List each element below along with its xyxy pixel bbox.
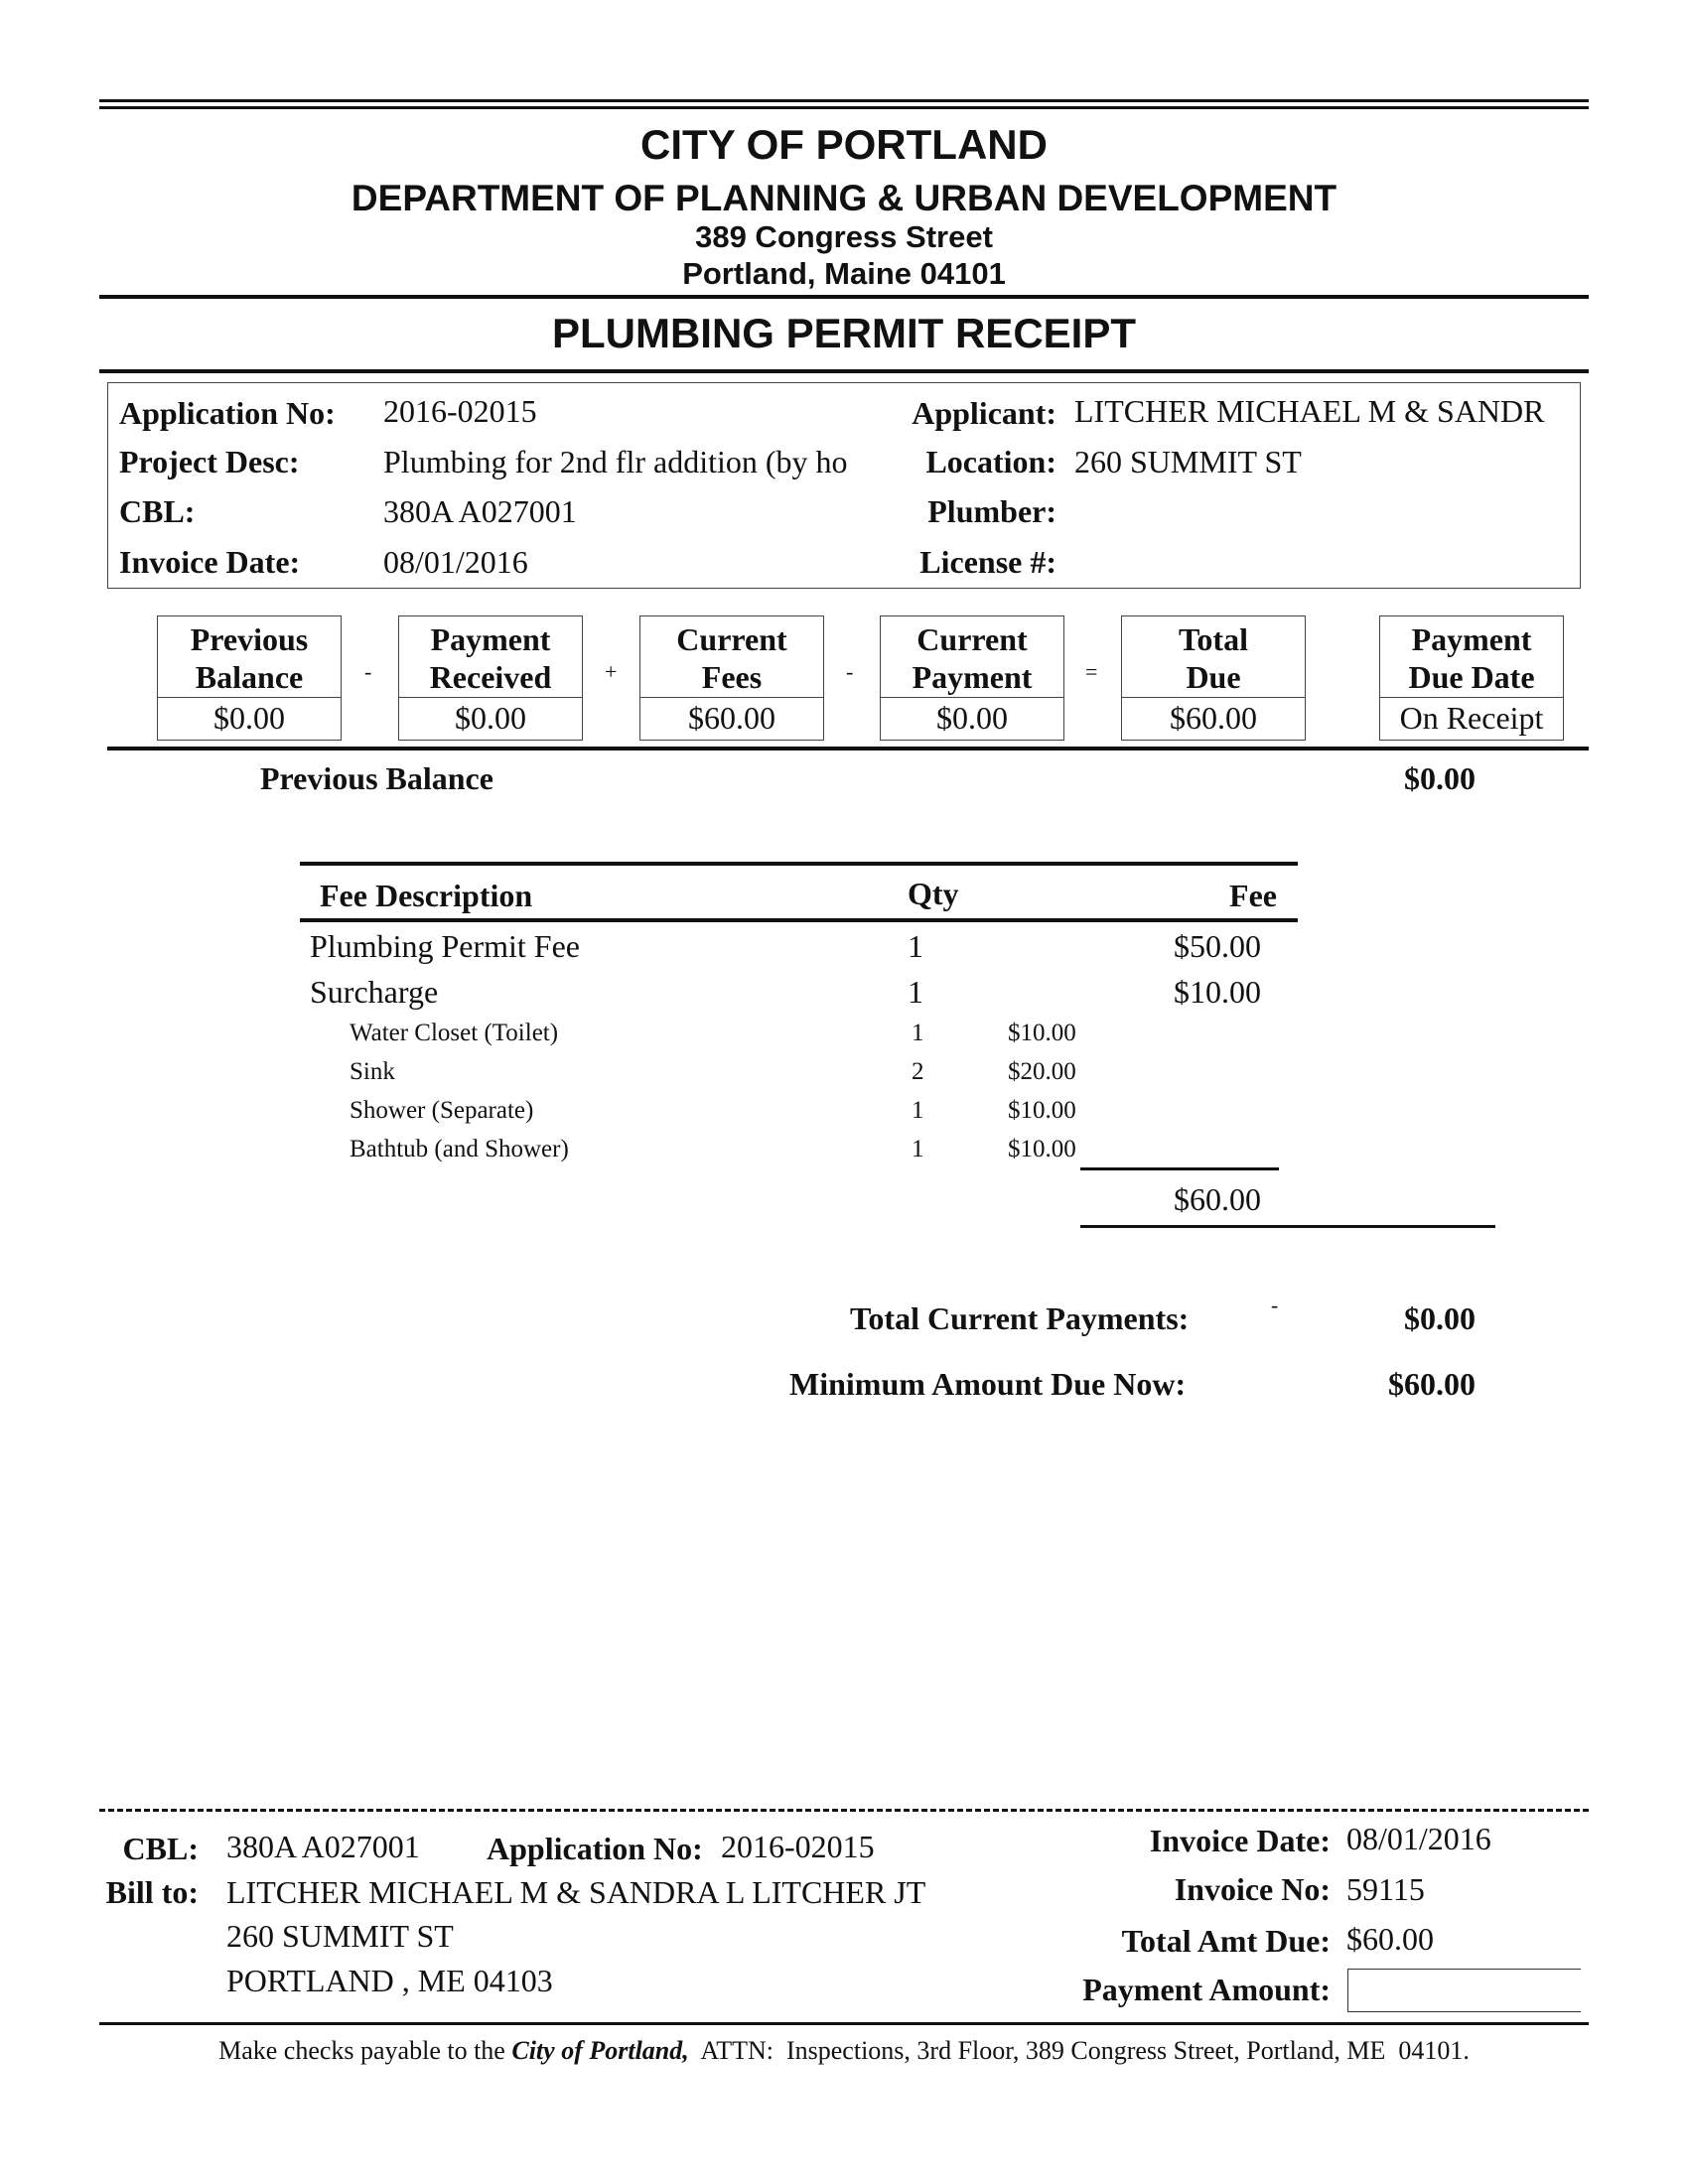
application-no-label: Application No: — [119, 395, 336, 431]
tear-off-line — [99, 1809, 1589, 1812]
footer-prefix: Make checks payable to the — [218, 2036, 512, 2065]
summary-previous-balance — [157, 615, 342, 741]
fee-subtotal-rule — [1080, 1167, 1279, 1170]
invoice-date-value: 08/01/2016 — [383, 544, 528, 580]
summary-header-line1: Current — [916, 621, 1028, 657]
footer-suffix: ATTN: Inspections, 3rd Floor, 389 Congress Street, Portland, ME 04101. — [688, 2036, 1470, 2065]
header-rule — [99, 295, 1589, 299]
summary-header-line1: Previous — [190, 621, 309, 657]
stub-total-amt-due-value: $60.00 — [1346, 1921, 1434, 1957]
summary-payment-due-date — [1379, 615, 1564, 741]
stub-cbl-value: 380A A027001 — [226, 1829, 420, 1864]
summary-operator-plus: + — [605, 659, 618, 684]
location-label: Location: — [925, 444, 1056, 479]
fee-subrow-amount: $10.00 — [1008, 1136, 1076, 1162]
stub-invoice-no-value: 59115 — [1346, 1871, 1425, 1907]
cbl-value: 380A A027001 — [383, 493, 577, 529]
previous-balance-label: Previous Balance — [260, 760, 493, 796]
total-current-payments-operator: - — [1271, 1293, 1279, 1317]
fee-row-amount: $50.00 — [1174, 928, 1261, 964]
fee-subrow-amount: $20.00 — [1008, 1058, 1076, 1085]
summary-current-fees-header — [639, 615, 824, 697]
summary-header-line2: Received — [429, 659, 552, 695]
project-desc-value: Plumbing for 2nd flr addition (by ho — [383, 444, 848, 479]
department-title: DEPARTMENT OF PLANNING & URBAN DEVELOPMENT — [351, 178, 1337, 218]
stub-invoice-date-value: 08/01/2016 — [1346, 1821, 1491, 1856]
stub-total-amt-due-label: Total Amt Due: — [1121, 1923, 1331, 1959]
summary-operator-minus: - — [364, 659, 372, 684]
payment-amount-field[interactable] — [1347, 1969, 1581, 2012]
summary-header-line2: Fees — [701, 659, 763, 695]
summary-payment-due-date-value: On Receipt — [1379, 697, 1564, 741]
summary-header-line1: Current — [676, 621, 787, 657]
stub-bill-to-street: 260 SUMMIT ST — [226, 1918, 454, 1954]
stub-invoice-no-label: Invoice No: — [1174, 1871, 1331, 1907]
stub-bottom-rule — [99, 2022, 1589, 2025]
fee-subrow-qty: 1 — [912, 1136, 924, 1162]
summary-current-payment-header — [880, 615, 1064, 697]
stub-bill-to-name: LITCHER MICHAEL M & SANDRA L LITCHER JT — [226, 1874, 926, 1910]
summary-operator-equals: = — [1085, 659, 1098, 684]
summary-header-line2: Balance — [195, 659, 304, 695]
project-desc-label: Project Desc: — [119, 444, 300, 479]
fee-row-description: Surcharge — [310, 974, 439, 1010]
fee-row-qty: 1 — [908, 974, 923, 1010]
summary-payment-received-value: $0.00 — [398, 697, 583, 741]
fee-subrow-description: Sink — [350, 1058, 395, 1085]
summary-previous-balance-value: $0.00 — [157, 697, 342, 741]
stub-invoice-date-label: Invoice Date: — [1149, 1823, 1331, 1858]
summary-header-line1: Total — [1179, 621, 1248, 657]
stub-bill-to-city: PORTLAND , ME 04103 — [226, 1963, 553, 1998]
title-rule — [99, 369, 1589, 373]
summary-total-due-value: $60.00 — [1121, 697, 1306, 741]
summary-payment-received — [398, 615, 583, 741]
city-title: CITY OF PORTLAND — [640, 121, 1048, 168]
fee-subrow-qty: 1 — [912, 1020, 924, 1046]
fee-row-description: Plumbing Permit Fee — [310, 928, 580, 964]
fee-total: $60.00 — [1174, 1181, 1261, 1217]
total-current-payments-label: Total Current Payments: — [850, 1300, 1190, 1336]
fee-subrow-amount: $10.00 — [1008, 1020, 1076, 1046]
fee-subrow-amount: $10.00 — [1008, 1097, 1076, 1124]
top-rule-2 — [99, 106, 1589, 109]
fee-subrow-qty: 2 — [912, 1058, 924, 1085]
minimum-amount-due-value: $60.00 — [1388, 1366, 1476, 1402]
summary-total-due — [1121, 615, 1306, 741]
summary-header-line2: Payment — [912, 659, 1033, 695]
fee-subrow-qty: 1 — [912, 1097, 924, 1124]
summary-header-line1: Payment — [430, 621, 551, 657]
summary-total-due-header — [1121, 615, 1306, 697]
footer-payee: City of Portland, — [511, 2036, 689, 2065]
summary-payment-received-header — [398, 615, 583, 697]
total-current-payments-value: $0.00 — [1404, 1300, 1476, 1336]
minimum-amount-due-label: Minimum Amount Due Now: — [789, 1366, 1187, 1402]
cbl-label: CBL: — [119, 493, 196, 529]
applicant-label: Applicant: — [912, 395, 1056, 431]
plumber-label: Plumber: — [927, 493, 1056, 529]
summary-header-line1: Payment — [1411, 621, 1532, 657]
fee-table-top-rule — [300, 862, 1298, 866]
footer-note — [99, 2035, 1589, 2067]
summary-previous-balance-header — [157, 615, 342, 697]
summary-header-line2: Due Date — [1408, 659, 1535, 695]
summary-current-payment-value: $0.00 — [880, 697, 1064, 741]
fee-subrow-description: Water Closet (Toilet) — [350, 1020, 559, 1046]
header-street: 389 Congress Street — [695, 219, 993, 254]
fee-row-qty: 1 — [908, 928, 923, 964]
fee-description-header: Fee Description — [320, 878, 533, 913]
application-no-value: 2016-02015 — [383, 393, 537, 429]
location-value: 260 SUMMIT ST — [1074, 444, 1302, 479]
header-city-state-zip: Portland, Maine 04101 — [682, 256, 1006, 291]
fee-amount-header: Fee — [1229, 878, 1277, 913]
summary-current-payment — [880, 615, 1064, 741]
fee-total-rule — [1080, 1225, 1495, 1228]
stub-application-no-value: 2016-02015 — [721, 1829, 875, 1864]
document-title: PLUMBING PERMIT RECEIPT — [551, 310, 1137, 356]
fee-table-header-rule — [300, 918, 1298, 922]
summary-operator-minus-2: - — [846, 659, 854, 684]
license-label: License #: — [919, 544, 1056, 580]
fee-row-amount: $10.00 — [1174, 974, 1261, 1010]
stub-payment-amount-label: Payment Amount: — [1082, 1972, 1331, 2007]
previous-balance-value: $0.00 — [1404, 760, 1476, 796]
fee-qty-header: Qty — [908, 876, 959, 911]
summary-header-line2: Due — [1186, 659, 1241, 695]
fee-subrow-description: Shower (Separate) — [350, 1097, 534, 1124]
stub-bill-to-label: Bill to: — [105, 1874, 199, 1910]
summary-current-fees-value: $60.00 — [639, 697, 824, 741]
summary-rule — [107, 747, 1589, 751]
top-rule-1 — [99, 99, 1589, 102]
stub-application-no-label: Application No: — [487, 1831, 703, 1866]
stub-cbl-label: CBL: — [122, 1831, 199, 1866]
summary-current-fees — [639, 615, 824, 741]
summary-payment-due-date-header — [1379, 615, 1564, 697]
fee-subrow-description: Bathtub (and Shower) — [350, 1136, 569, 1162]
invoice-date-label: Invoice Date: — [119, 544, 301, 580]
applicant-value: LITCHER MICHAEL M & SANDR — [1074, 393, 1545, 429]
